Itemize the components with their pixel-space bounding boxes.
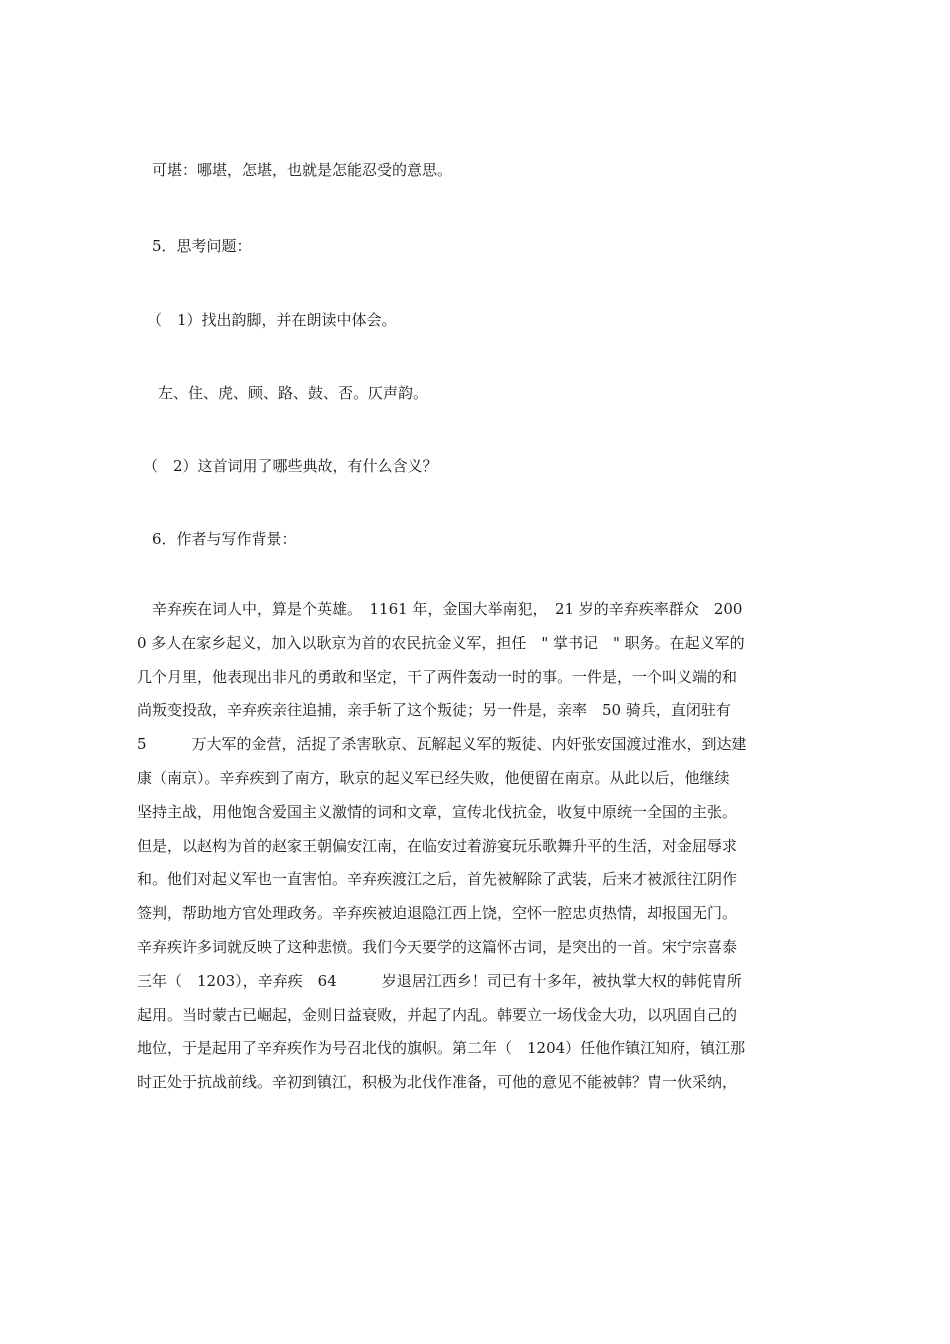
section-heading-6: 6．作者与写作背景： xyxy=(152,530,297,548)
paragraph-line: 0 多人在家乡起义，加入以耿京为首的农民抗金义军，担任 " 掌书记 " 职务。在起义军的 xyxy=(137,633,745,652)
question-2: （ 2）这首词用了哪些典故，有什么含义？ xyxy=(143,457,438,475)
paragraph-line: 但是，以赵构为首的赵家王朝偏安江南，在临安过着游宴玩乐歌舞升平的生活，对金屈辱求 xyxy=(137,836,738,855)
paragraph-line: 辛弃疾许多词就反映了这种悲愤。我们今天要学的这篇怀古词，是突出的一首。宋宁宗喜泰 xyxy=(137,937,738,956)
paragraph-line: 坚持主战，用他饱含爱国主义激情的词和文章，宣传北伐抗金，收复中原统一全国的主张。 xyxy=(137,802,738,821)
definition-line: 可堪：哪堪，怎堪，也就是怎能忍受的意思。 xyxy=(152,161,453,179)
question-1: （ 1）找出韵脚，并在朗读中体会。 xyxy=(147,311,397,329)
paragraph-line: 时正处于抗战前线。辛初到镇江，积极为北伐作准备，可他的意见不能被韩？胄一伙采纳， xyxy=(137,1073,738,1092)
paragraph-line: 签判，帮助地方官处理政务。辛弃疾被迫退隐江西上饶，空怀一腔忠贞热情，却报国无门。 xyxy=(137,904,738,923)
paragraph-line: 几个月里，他表现出非凡的勇敢和坚定，干了两件轰动一时的事。一件是，一个叫义端的和 xyxy=(137,667,738,686)
paragraph-line: 康（南京）。辛弃疾到了南方，耿京的起义军已经失败，他便留在南京。从此以后，他继续 xyxy=(137,768,730,787)
section-heading-5: 5．思考问题： xyxy=(152,237,252,255)
paragraph-line: 地位，于是起用了辛弃疾作为号召北伐的旗帜。第二年（ 1204）任他作镇江知府，镇江那 xyxy=(137,1039,746,1058)
paragraph-line: 和。他们对起义军也一直害怕。辛弃疾渡江之后，首先被解除了武装，后来才被派往江阴作 xyxy=(137,870,738,889)
background-paragraph xyxy=(137,599,817,1106)
paragraph-line: 尚叛变投敌，辛弃疾亲往追捕，亲手斩了这个叛徒；另一件是，亲率 50 骑兵，直闭驻有 xyxy=(137,701,731,720)
paragraph-line: 起用。当时蒙古已崛起，金则日益衰败，并起了内乱。韩要立一场伐金大功，以巩固自己的 xyxy=(137,1005,738,1024)
paragraph-line: 三年（ 1203），辛弃疾 64 岁退居江西乡！司已有十多年，被执掌大权的韩侂胄所 xyxy=(137,971,742,990)
answer-1: 左、住、虎、顾、路、鼓、否。仄声韵。 xyxy=(158,384,429,402)
paragraph-line: 辛弃疾在词人中，算是个英雄。 1161 年，金国大举南犯， 21 岁的辛弃疾率群众 200 xyxy=(137,600,743,618)
paragraph-line: 5 万大军的金营，活捉了杀害耿京、瓦解起义军的叛徒、内奸张安国渡过淮水，到达建 xyxy=(137,735,747,754)
